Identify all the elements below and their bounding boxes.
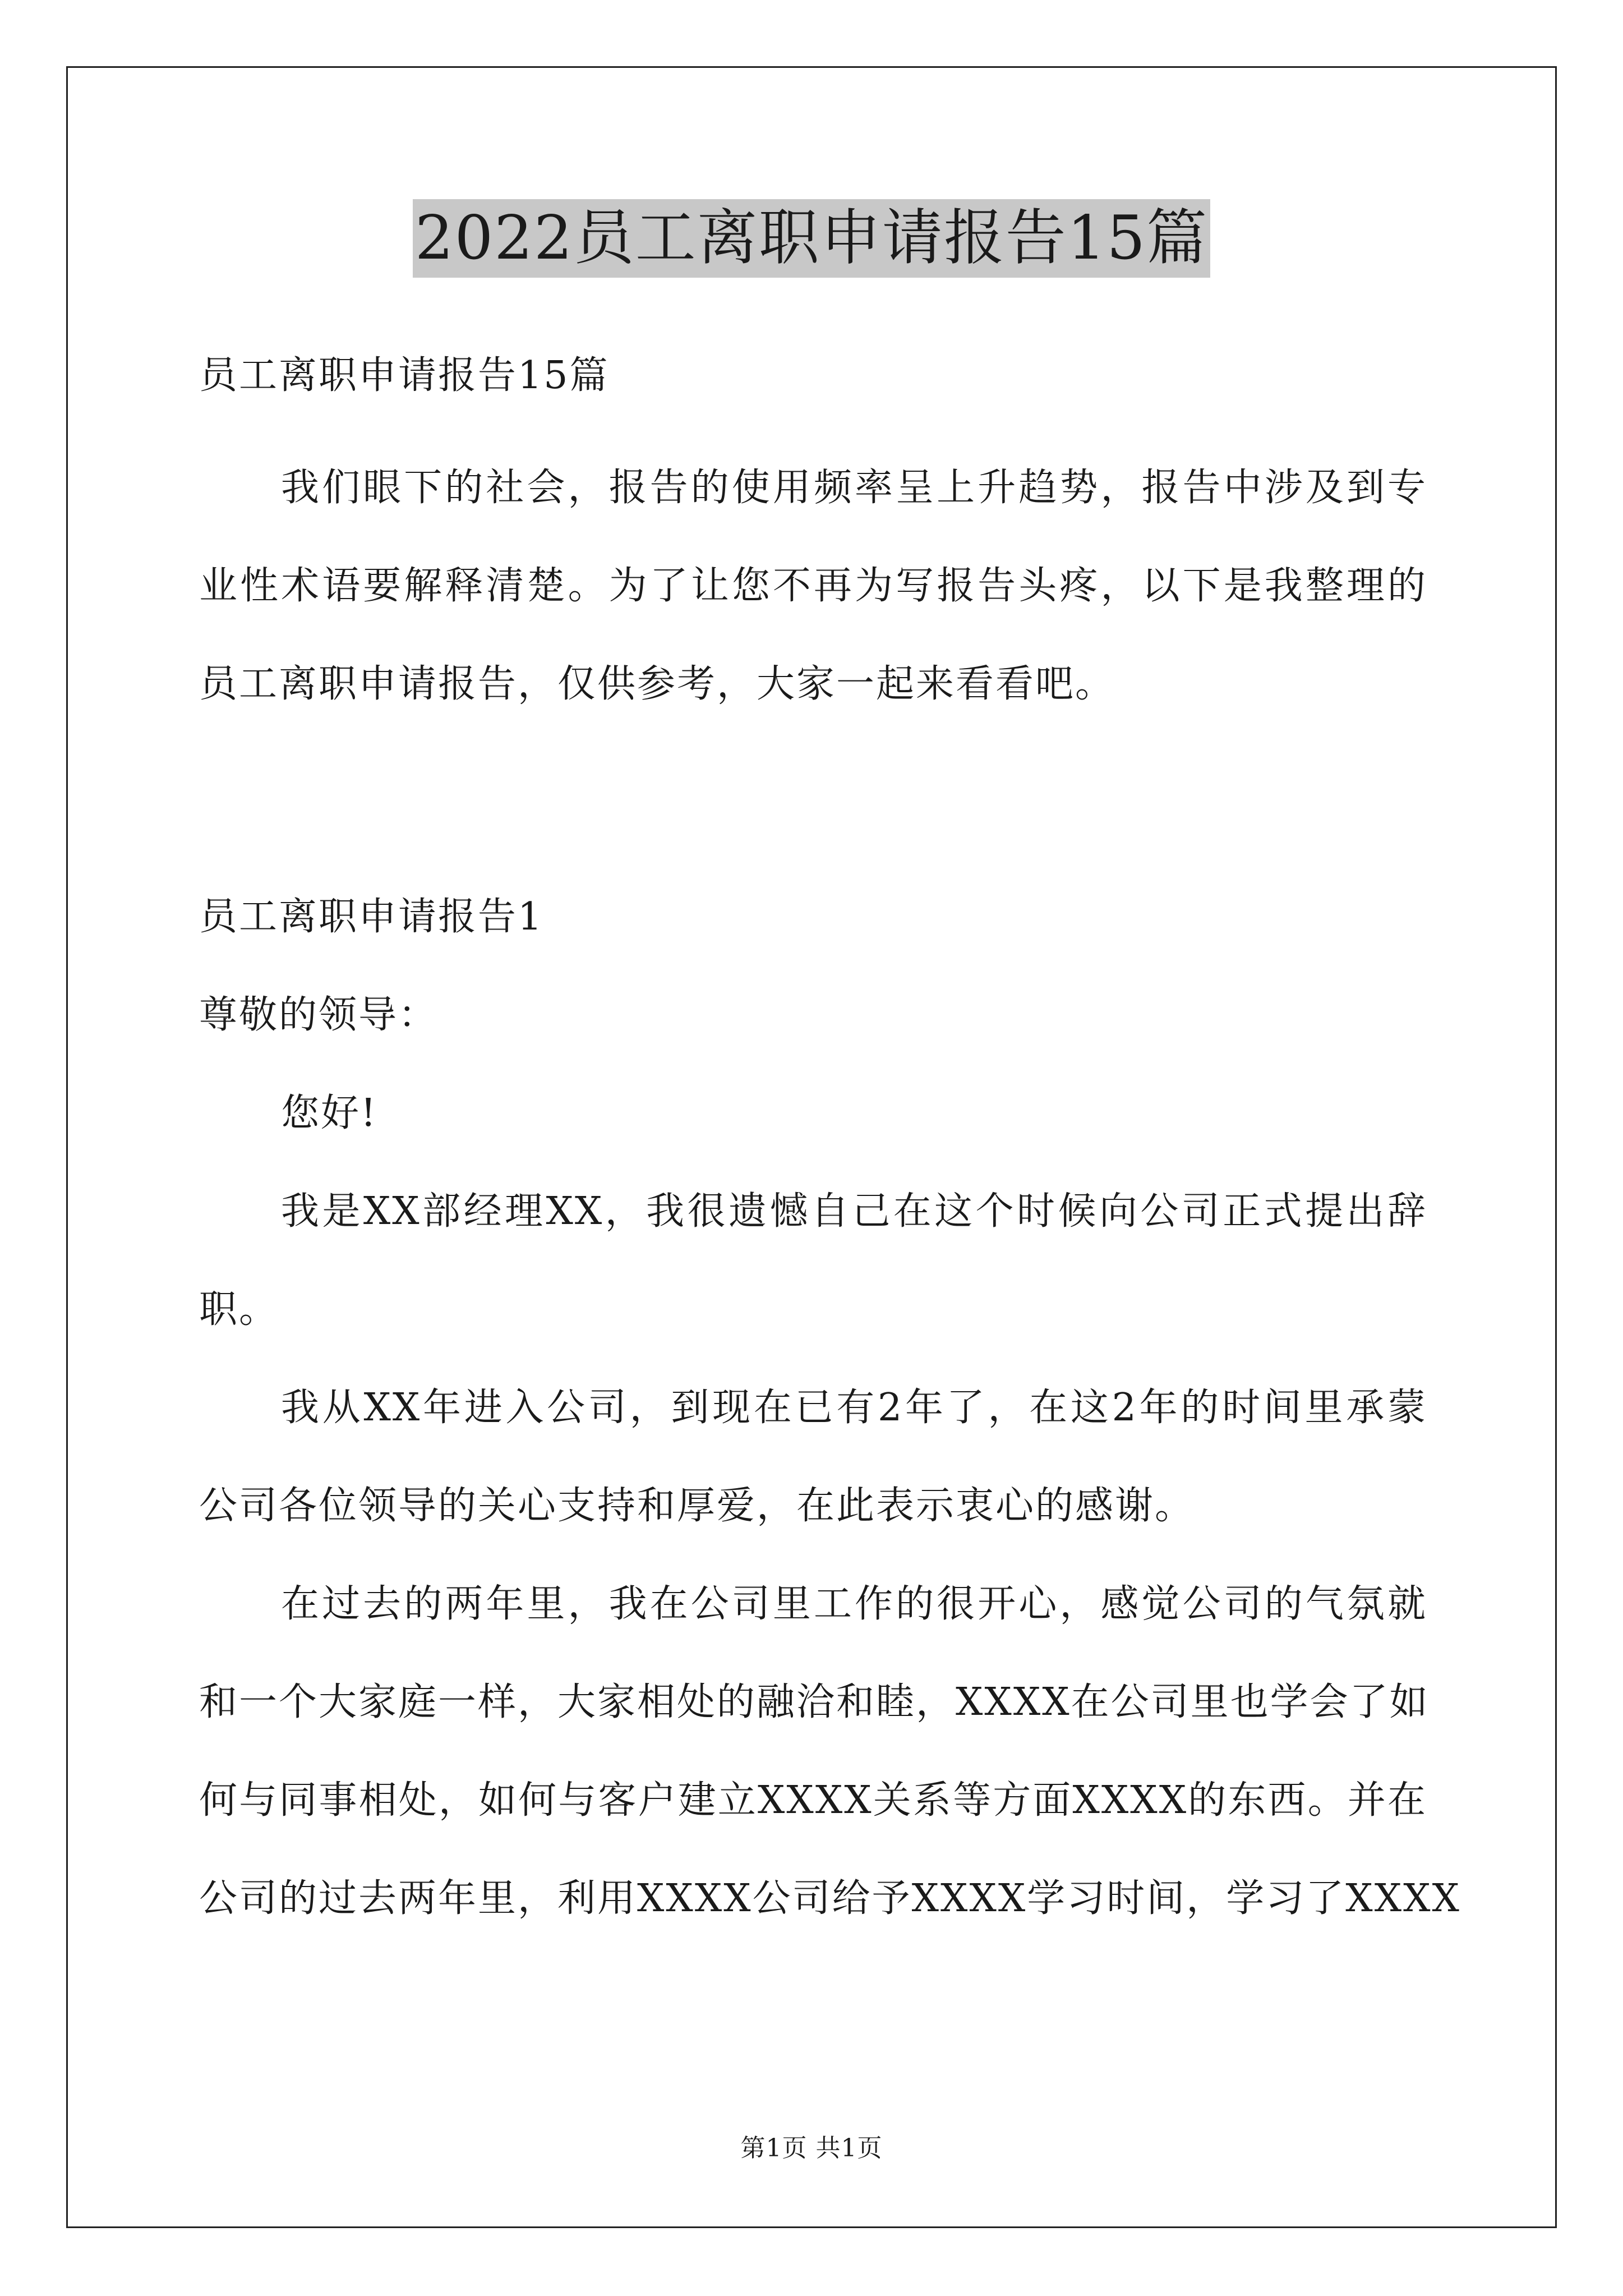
paragraph-line: 在过去的两年里，我在公司里工作的很开心，感觉公司的气氛就 bbox=[281, 1582, 1427, 1626]
section-heading: 员工离职申请报告1 bbox=[199, 895, 544, 939]
salutation: 尊敬的领导： bbox=[199, 993, 439, 1037]
intro-line: 业性术语要解释清楚。为了让您不再为写报告头疼，以下是我整理的 bbox=[199, 564, 1427, 608]
intro-line: 我们眼下的社会，报告的使用频率呈上升趋势，报告中涉及到专 bbox=[281, 466, 1427, 510]
page-footer: 第1页 共1页 bbox=[740, 2134, 883, 2162]
paragraph-line: 和一个大家庭一样，大家相处的融洽和睦，XXXX在公司里也学会了如 bbox=[199, 1680, 1430, 1724]
paragraph-line: 公司的过去两年里，利用XXXX公司给予XXXX学习时间，学习了XXXX bbox=[199, 1876, 1461, 1921]
paragraph-line: 何与同事相处，如何与客户建立XXXX关系等方面XXXX的东西。并在 bbox=[199, 1778, 1427, 1823]
greeting: 您好! bbox=[281, 1091, 378, 1135]
document-subheading: 员工离职申请报告15篇 bbox=[199, 353, 610, 398]
paragraph-line: 职。 bbox=[199, 1287, 279, 1332]
paragraph-line: 公司各位领导的关心支持和厚爱，在此表示衷心的感谢。 bbox=[199, 1484, 1195, 1528]
paragraph-line: 我是XX部经理XX，我很遗憾自己在这个时候向公司正式提出辞 bbox=[281, 1189, 1427, 1234]
intro-line: 员工离职申请报告，仅供参考，大家一起来看看吧。 bbox=[199, 662, 1115, 706]
paragraph-line: 我从XX年进入公司，到现在已有2年了，在这2年的时间里承蒙 bbox=[281, 1386, 1427, 1430]
document-title: 2022员工离职申请报告15篇 bbox=[413, 199, 1210, 278]
title-container bbox=[0, 199, 1623, 278]
